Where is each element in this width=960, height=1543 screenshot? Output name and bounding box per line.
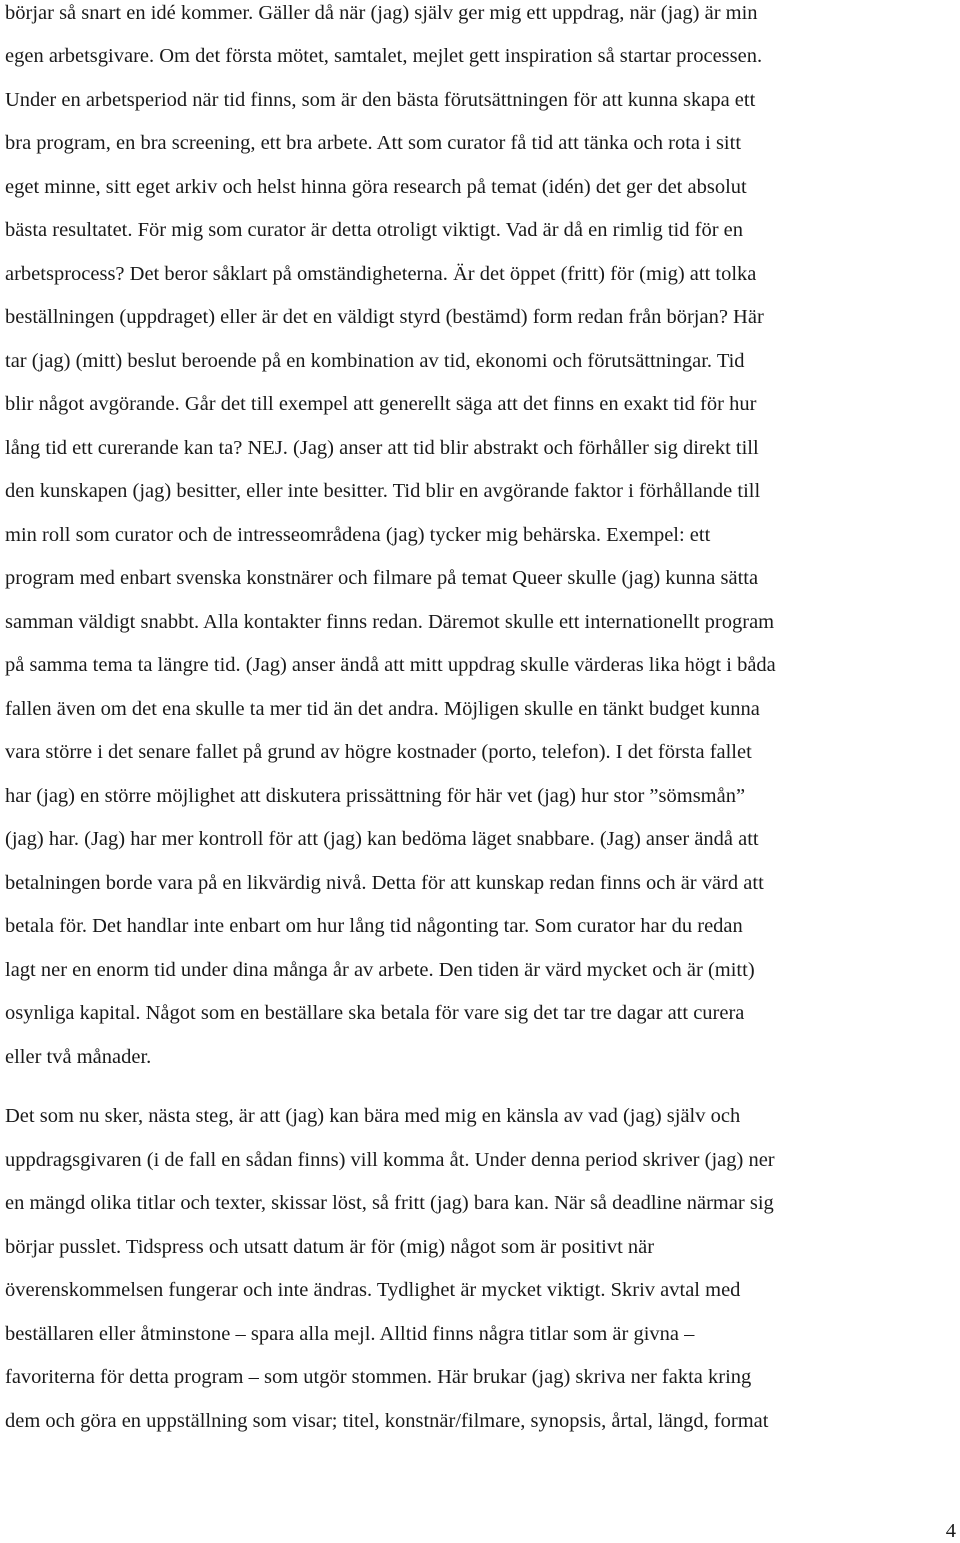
text-line: på samma tema ta längre tid. (Jag) anser ändå att mitt uppdrag skulle värderas lika högt i båda — [5, 654, 776, 676]
text-line: beställningen (uppdraget) eller är det en väldigt styrd (bestämd) form redan från början? Här — [5, 306, 764, 328]
text-line: beställaren eller åtminstone – spara alla mejl. Alltid finns några titlar som är givna – — [5, 1323, 695, 1345]
text-line: Det som nu sker, nästa steg, är att (jag) kan bära med mig en känsla av vad (jag) själv och — [5, 1105, 741, 1127]
text-line: osynliga kapital. Något som en beställare ska betala för vare sig det tar tre dagar att curera — [5, 1002, 745, 1024]
text-line: bra program, en bra screening, ett bra arbete. Att som curator få tid att tänka och rota i sitt — [5, 132, 742, 154]
text-line: fallen även om det ena skulle ta mer tid än det andra. Möjligen skulle en tänkt budget kunna — [5, 698, 760, 720]
text-line: Under en arbetsperiod när tid finns, som är den bästa förutsättningen för att kunna skapa ett — [5, 89, 756, 111]
text-line: eget minne, sitt eget arkiv och helst hinna göra research på temat (idén) det ger det absolut — [5, 176, 747, 198]
text-line: favoriterna för detta program – som utgör stommen. Här brukar (jag) skriva ner fakta kring — [5, 1366, 752, 1388]
text-line: samman väldigt snabbt. Alla kontakter finns redan. Däremot skulle ett internationellt program — [5, 611, 775, 633]
text-line: en mängd olika titlar och texter, skissar löst, så fritt (jag) bara kan. När så deadline närmar sig — [5, 1192, 774, 1214]
text-line: vara större i det senare fallet på grund av högre kostnader (porto, telefon). I det första fallet — [5, 741, 752, 763]
text-line: har (jag) en större möjlighet att diskutera prissättning för här vet (jag) hur stor ”sömsmån” — [5, 785, 746, 807]
text-line: tar (jag) (mitt) beslut beroende på en kombination av tid, ekonomi och förutsättningar. Tid — [5, 350, 745, 372]
text-line: uppdragsgivaren (i de fall en sådan finns) vill komma åt. Under denna period skriver (jag) ner — [5, 1149, 775, 1171]
text-line: arbetsprocess? Det beror såklart på omständigheterna. Är det öppet (fritt) för (mig) att tolka — [5, 263, 757, 285]
page-number: 4 — [945, 1520, 956, 1542]
text-line: börjar pusslet. Tidspress och utsatt datum är för (mig) något som är positivt när — [5, 1236, 655, 1258]
text-line: blir något avgörande. Går det till exempel att generellt säga att det finns en exakt tid för hur — [5, 393, 757, 415]
text-line: (jag) har. (Jag) har mer kontroll för att (jag) kan bedöma läget snabbare. (Jag) anser ändå att — [5, 828, 759, 850]
text-line: betala för. Det handlar inte enbart om hur lång tid någonting tar. Som curator har du redan — [5, 915, 743, 937]
text-line: börjar så snart en idé kommer. Gäller då när (jag) själv ger mig ett uppdrag, när (jag) är min — [5, 2, 758, 24]
text-line: dem och göra en uppställning som visar; titel, konstnär/filmare, synopsis, årtal, längd, format — [5, 1410, 769, 1432]
text-line: lagt ner en enorm tid under dina många år av arbete. Den tiden är värd mycket och är (mitt) — [5, 959, 755, 981]
text-line: den kunskapen (jag) besitter, eller inte besitter. Tid blir en avgörande faktor i förhållande till — [5, 480, 761, 502]
text-line: eller två månader. — [5, 1046, 152, 1068]
text-line: bästa resultatet. För mig som curator är detta otroligt viktigt. Vad är då en rimlig tid för en — [5, 219, 744, 241]
text-line: egen arbetsgivare. Om det första mötet, samtalet, mejlet gett inspiration så startar processen. — [5, 45, 763, 67]
text-line: lång tid ett curerande kan ta? NEJ. (Jag) anser att tid blir abstrakt och förhåller sig direkt till — [5, 437, 759, 459]
text-line: program med enbart svenska konstnärer och filmare på temat Queer skulle (jag) kunna sätta — [5, 567, 759, 589]
text-line: överenskommelsen fungerar och inte ändras. Tydlighet är mycket viktigt. Skriv avtal med — [5, 1279, 741, 1301]
text-line: betalningen borde vara på en likvärdig nivå. Detta för att kunskap redan finns och är värd att — [5, 872, 764, 894]
text-line: min roll som curator och de intresseområdena (jag) tycker mig behärska. Exempel: ett — [5, 524, 711, 546]
